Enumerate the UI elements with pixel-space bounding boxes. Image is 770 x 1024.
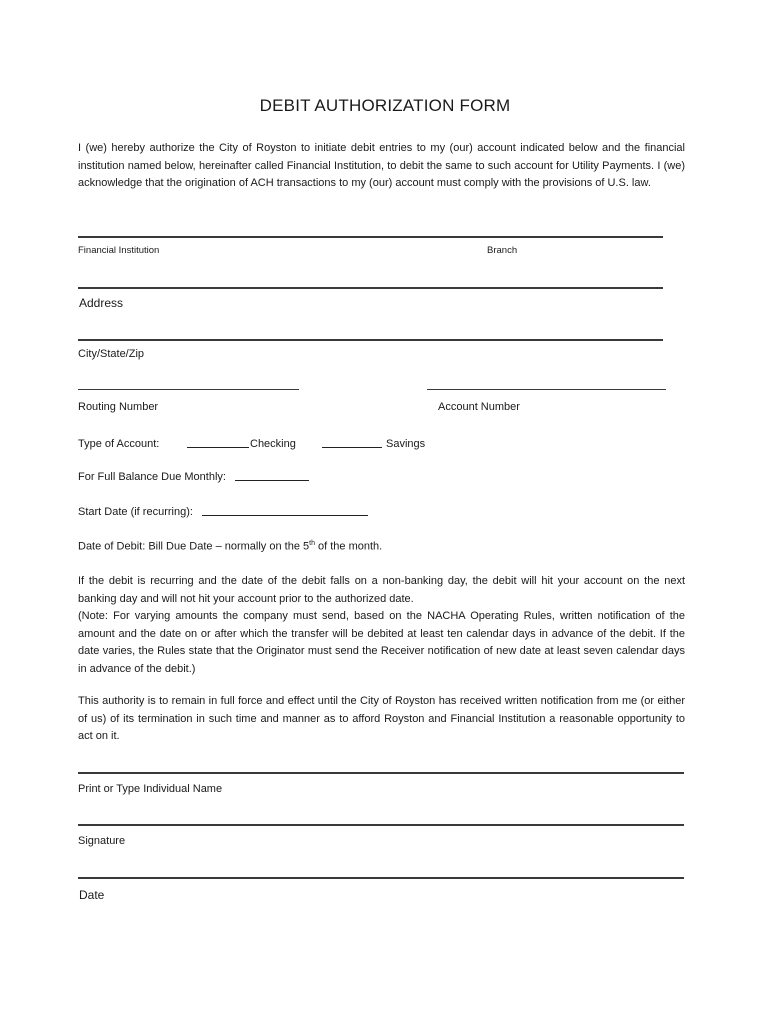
full-balance-label: For Full Balance Due Monthly:: [78, 471, 226, 483]
account-number-line[interactable]: [427, 389, 666, 390]
date-of-debit-sup: th: [309, 540, 315, 547]
routing-number-label: Routing Number: [78, 401, 159, 413]
financial-institution-label: Financial Institution: [78, 245, 160, 256]
varying-note: (Note: For varying amounts the company must send, based on the NACHA Operating Rules, written notification of the amount and the date on or after which the transfer will be debited at least ten calendar days in advance of the debit. If the date varies, the Rules state that the Originator must send the Receiver notification of new date at least seven calendar days in advance of the debit.): [78, 610, 685, 675]
date-label: Date: [79, 888, 105, 902]
start-date-label: Start Date (if recurring):: [78, 506, 193, 518]
form-title: DEBIT AUTHORIZATION FORM: [259, 96, 511, 115]
print-name-label: Print or Type Individual Name: [78, 783, 223, 795]
city-state-zip-label: City/State/Zip: [78, 348, 145, 360]
type-of-account-label: Type of Account:: [78, 438, 160, 450]
date-of-debit-text: [78, 540, 382, 553]
intro-paragraph: I (we) hereby authorize the City of Royston to initiate debit entries to my (our) account indicated below and the financial institution named below, hereinafter called Financial Institution, to debit the same to such account for Utility Payments. I (we) acknowledge that the origination of ACH transactions to my (our) account must comply with the provisions of U.S. law.: [78, 142, 685, 189]
savings-blank[interactable]: [322, 437, 382, 448]
authority-note: This authority is to remain in full force and effect until the City of Royston has received written notification from me (or either of us) of its termination in such time and manner as to afford Royston and Financial Institution a reasonable opportunity to act on it.: [78, 695, 685, 742]
date-line[interactable]: [78, 877, 684, 879]
financial-institution-line[interactable]: [78, 236, 663, 238]
branch-label: Branch: [487, 245, 518, 256]
city-state-zip-line[interactable]: [78, 339, 663, 341]
full-balance-blank[interactable]: [235, 470, 309, 481]
date-of-debit-prefix: Date of Debit: Bill Due Date – normally on the 5: [78, 540, 310, 553]
checking-label: Checking: [250, 438, 296, 450]
print-name-line[interactable]: [78, 772, 684, 774]
date-of-debit-suffix: of the month.: [314, 540, 383, 553]
address-line[interactable]: [78, 287, 663, 289]
recurring-note: If the debit is recurring and the date of the debit falls on a non-banking day, the debit will hit your account on the next banking day and will not hit your account prior to the authorized date.: [78, 575, 685, 605]
start-date-blank[interactable]: [202, 505, 368, 516]
routing-number-line[interactable]: [78, 389, 299, 390]
address-label: Address: [79, 296, 124, 310]
checking-blank[interactable]: [187, 437, 249, 448]
account-number-label: Account Number: [438, 401, 520, 413]
signature-line[interactable]: [78, 824, 684, 826]
signature-label: Signature: [78, 835, 126, 847]
savings-label: Savings: [386, 438, 426, 450]
